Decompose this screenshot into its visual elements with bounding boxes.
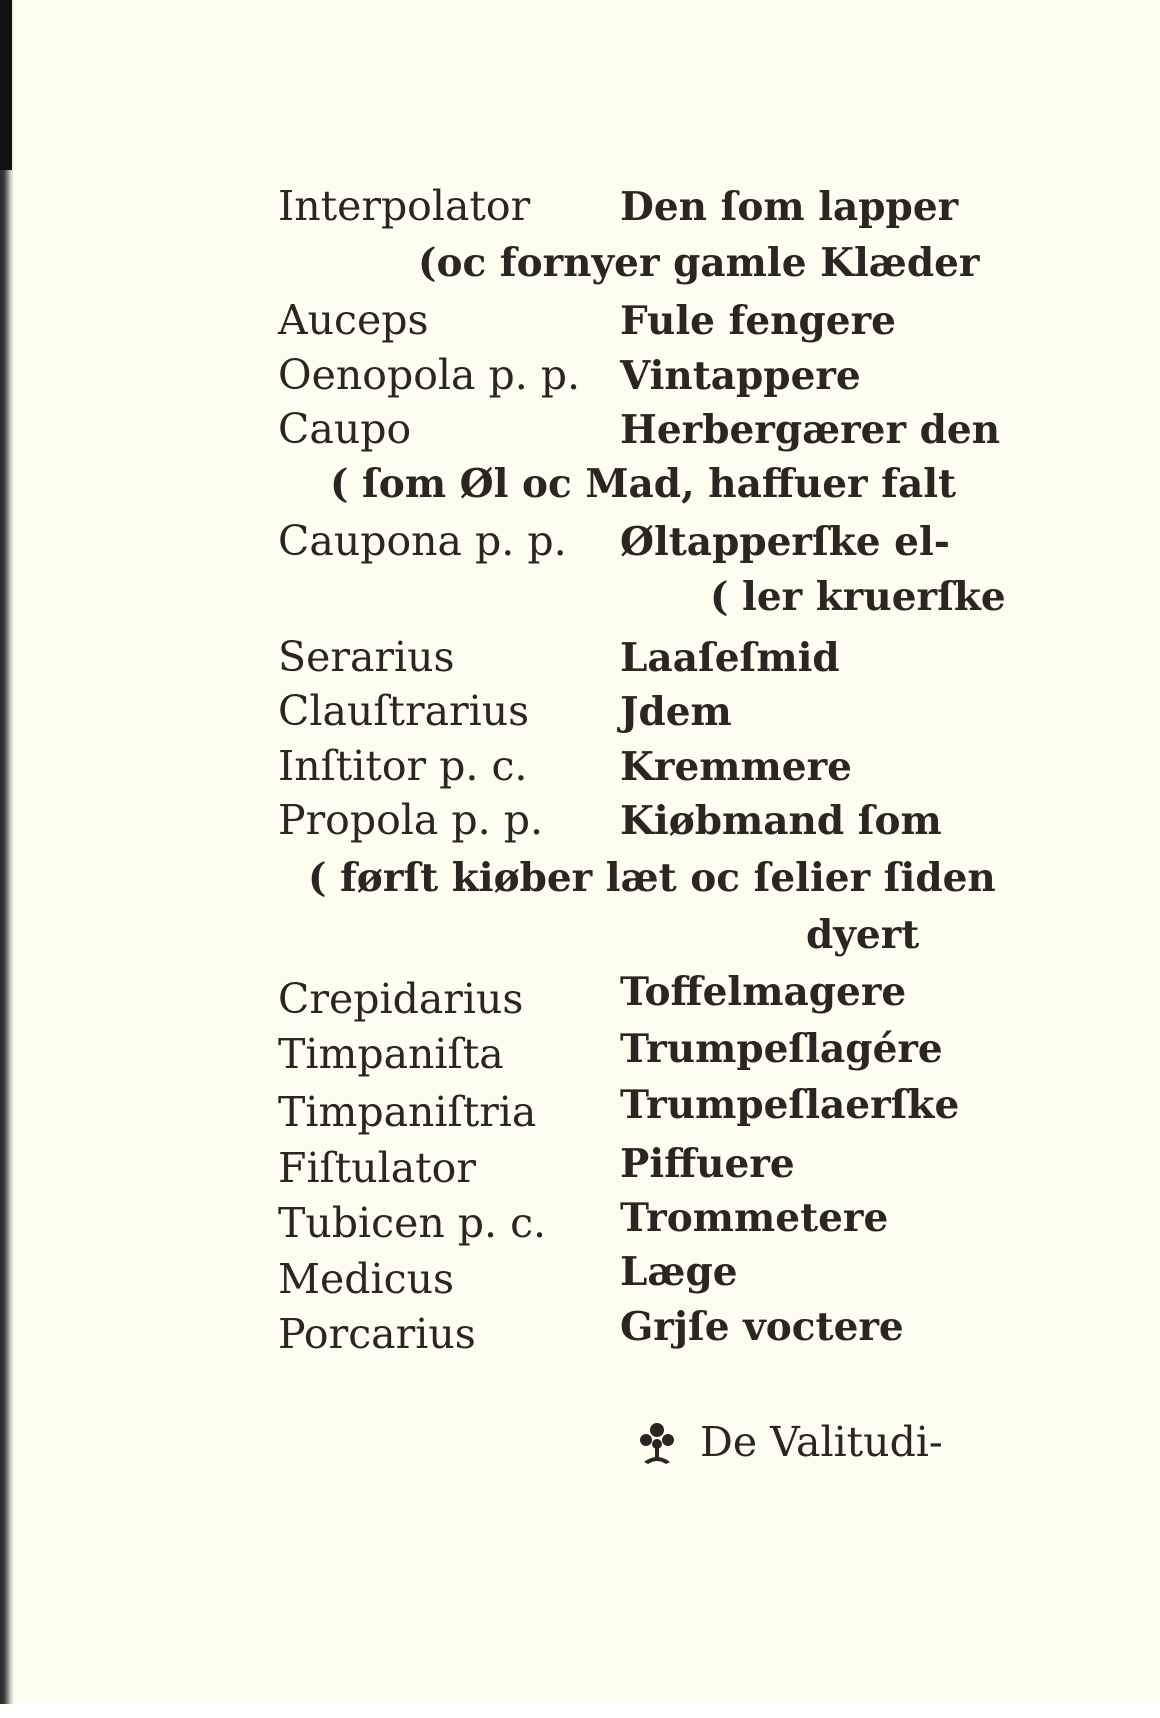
gloss-continuation: dyert [806,912,920,958]
danish-gloss: Grjſe voctere [620,1304,904,1350]
gloss-continuation: ( ſom Øl oc Mad, haffuer falt [330,461,957,507]
latin-term: Inſtitor p. c. [278,742,528,790]
latin-term: Oenopola p. p. [278,351,581,399]
danish-gloss: Vintappere [620,353,861,399]
latin-term: Porcarius [278,1310,476,1358]
danish-gloss: Laaſeſmid [620,635,840,681]
gloss-continuation: ( ler kruerſke [710,574,1006,620]
latin-term: Interpolator [278,182,531,230]
danish-gloss: Fule fengere [620,298,896,344]
latin-term: Tubicen p. c. [278,1199,547,1247]
latin-term: Timpaniſta [278,1030,504,1078]
danish-gloss: Kremmere [620,744,852,790]
danish-gloss: Toffelmagere [620,969,907,1015]
latin-term: Crepidarius [278,975,524,1023]
latin-term: Caupo [278,405,412,453]
scan-bottom-margin [0,1704,1160,1718]
danish-gloss: Trumpeſlaerſke [620,1082,960,1128]
danish-gloss: Jdem [620,689,732,735]
gloss-continuation: ( førſt kiøber læt oc ſelier ſiden [308,855,996,901]
latin-term: Medicus [278,1255,455,1303]
danish-gloss: Trommetere [620,1195,889,1241]
danish-gloss: Trumpeſlagére [620,1026,943,1072]
danish-gloss: Herbergærer den [620,407,1001,453]
latin-term: Auceps [278,296,429,344]
scan-left-edge [0,0,14,1718]
fleuron-icon [636,1418,678,1466]
danish-gloss: Øltapperſke el- [620,519,950,565]
danish-gloss: Læge [620,1249,738,1295]
danish-gloss: Kiøbmand ſom [620,798,942,844]
danish-gloss: Den ſom lapper [620,184,959,230]
latin-term: Fiſtulator [278,1144,476,1192]
latin-term: Serarius [278,633,455,681]
latin-term: Clauſtrarius [278,687,530,735]
latin-term: Propola p. p. [278,796,543,844]
latin-term: Timpaniſtria [278,1088,537,1136]
scan-dark-corner [0,0,12,170]
catchword: De Valitudi- [700,1418,943,1466]
danish-gloss: Piffuere [620,1141,795,1187]
gloss-continuation: (oc fornyer gamle Klæder [418,240,980,286]
latin-term: Caupona p. p. [278,517,567,565]
